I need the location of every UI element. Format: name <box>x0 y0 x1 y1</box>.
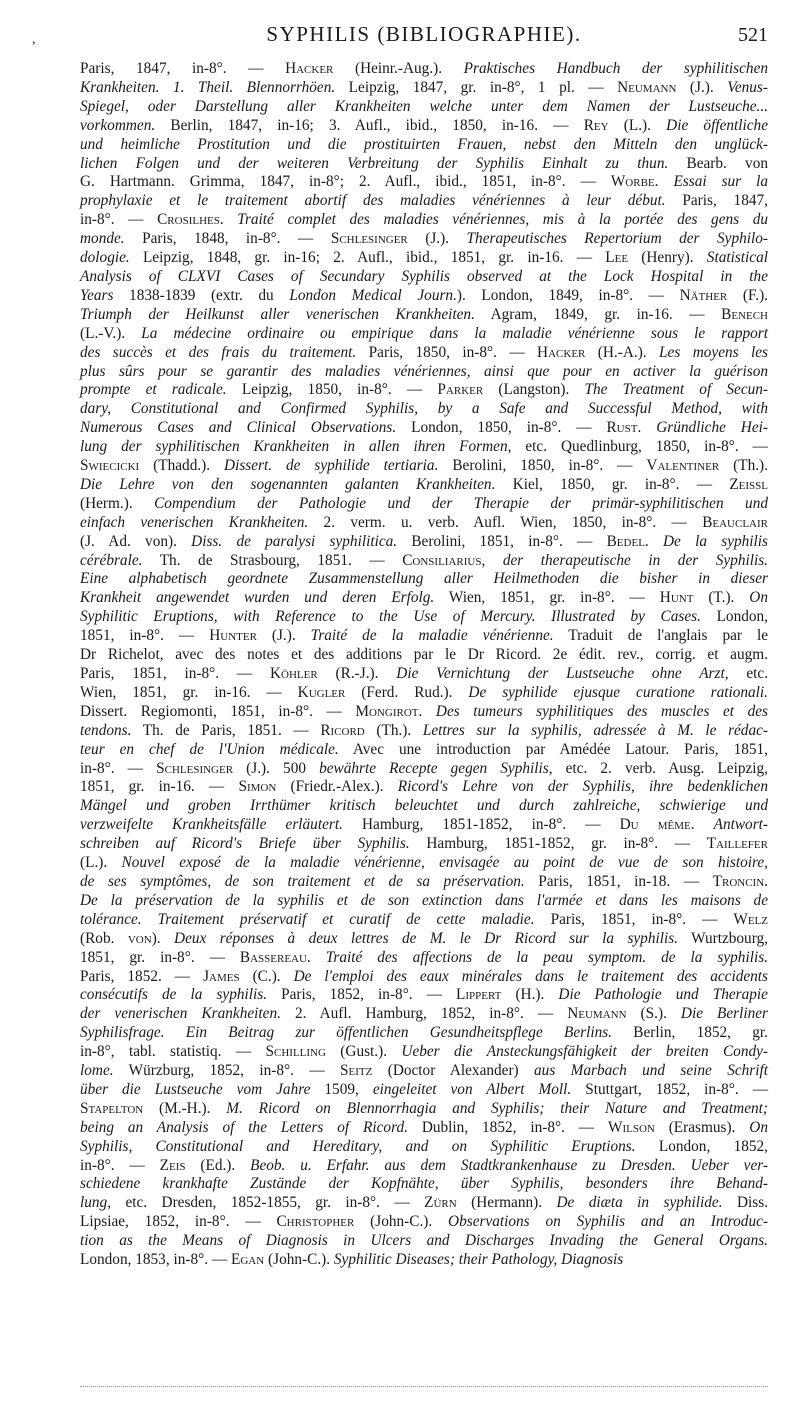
plain-text: (F.). <box>727 286 769 304</box>
title-text: prompte et radicale. <box>80 381 227 399</box>
plain-text: 2. verm. u. verb. Aufl. Wien, 1850, in-8°. — <box>308 513 703 531</box>
author-name: Welz <box>733 910 768 928</box>
plain-text: (Gust.). <box>325 1043 402 1061</box>
plain-text: (R.-J.). <box>317 665 397 682</box>
title-text: Analysis of CLXVI Cases of Secundary Syphilis observed at the Lock Hospital in the <box>80 267 768 285</box>
text-line <box>80 873 768 892</box>
plain-text: Wien, 1851, gr. in-8°. — <box>434 589 660 607</box>
title-text: Nouvel exposé de la maladie vénérienne, envisagée au point de vue de son histoire, <box>121 854 768 872</box>
author-name: Beauclair <box>702 513 768 531</box>
title-text: teur en chef de l'Union médicale. <box>80 740 339 758</box>
plain-text: . <box>654 173 674 191</box>
author-name: Troncin <box>712 872 765 890</box>
plain-text: (Ed.). <box>185 1156 251 1174</box>
title-text: Ricord's Lehre von der Syphilis, ihre bedenklichen <box>397 778 768 796</box>
plain-text: Leipzig, 1848, gr. in-16; 2. Aufl., ibid., 1851, gr. in-16. — <box>129 249 606 267</box>
title-text: einfach venerischen Krankheiten. <box>80 513 309 531</box>
text-line <box>80 438 768 457</box>
text-line <box>80 570 768 589</box>
author-name: Wilson <box>608 1118 655 1136</box>
plain-text: Lipsiae, 1852, in-8°. — <box>80 1213 277 1231</box>
text-line <box>80 778 768 797</box>
title-text: lung der syphilitischen Krankheiten in allen ihren Formen, <box>80 438 512 456</box>
running-title: SYPHILIS (BIBLIOGRAPHIE). <box>266 22 582 46</box>
text-line <box>80 1081 768 1100</box>
plain-text: Th. de Paris, 1851. — <box>131 721 321 739</box>
title-text: Spiegel, oder Darstellung aller Krankheiten welche unter dem Namen der Lustseuche... <box>80 97 768 115</box>
author-name: Zeissl <box>729 475 768 493</box>
title-text: Observations on Syphilis and an Introduc- <box>448 1213 768 1231</box>
title-text: der venerischen Krankheiten. <box>80 1005 281 1023</box>
author-name: Lippert <box>456 986 502 1004</box>
plain-text: (J.). <box>407 230 467 248</box>
text-line <box>80 1213 768 1232</box>
title-text: tion as the Means of Diagnosis in Ulcers and Discharges Invading the General Organs. <box>80 1232 768 1250</box>
author-name: Bassereau <box>239 948 307 966</box>
title-text: Beob. u. Erfahr. aus dem Stadtkrankenhause zu Dresden. Ueber ver- <box>250 1156 768 1174</box>
title-text: being an Analysis of the Letters of Ricord. <box>80 1118 408 1136</box>
plain-text: . <box>219 211 238 229</box>
plain-text: Dublin, 1852, in-8°. — <box>407 1118 608 1136</box>
text-line <box>80 476 768 495</box>
plain-text: Hamburg, 1851-1852, in-8°. — <box>342 816 620 834</box>
text-line <box>80 457 768 476</box>
plain-text: in-8°. — <box>80 1156 160 1174</box>
plain-text: Berlin, 1847, in-16; 3. Aufl., ibid., 1850, in-16. — <box>155 116 584 134</box>
text-line <box>80 741 768 760</box>
plain-text: , <box>481 551 503 569</box>
text-line <box>80 892 768 911</box>
plain-text: (J. Ad. von). <box>80 532 192 550</box>
text-line <box>80 419 768 438</box>
plain-text: (C.). <box>239 967 294 985</box>
plain-text: . <box>644 532 663 550</box>
text-line <box>80 1194 768 1213</box>
plain-text: (John-C.). <box>264 1251 334 1269</box>
plain-text: Kiel, 1850, gr. in-8°. — <box>495 475 730 493</box>
title-text: Die Pathologie und Therapie <box>558 986 768 1004</box>
title-text: schiedene krankhafte Zustände der Kopfnähte, über Syphilis, besonders ihre Behand- <box>80 1175 768 1193</box>
text-line <box>80 173 768 192</box>
plain-text: Stuttgart, 1852, in-8°. — <box>571 1080 769 1098</box>
plain-text: (J.). 500 <box>233 759 320 777</box>
author-name: Schilling <box>265 1043 326 1061</box>
title-text: lichen Folgen und der weiteren Verbreitung der Syphilis Einhalt zu thun. <box>80 154 669 172</box>
text-line <box>80 1062 768 1081</box>
author-name: Benech <box>721 305 768 323</box>
plain-text: Avec une introduction par Amédée Latour. Paris, 1851, <box>338 740 768 758</box>
title-text: dary, Constitutional and Confirmed Syphilis, by a Safe and Successful Method, with <box>80 400 768 418</box>
title-text: schreiben auf Ricord's Briefe über Syphilis. <box>80 835 410 853</box>
title-text: Die Vernichtung der Lustseuche ohne Arzt, <box>396 665 729 682</box>
author-name: Swiecicki <box>80 457 140 475</box>
plain-text: (John-C.). <box>354 1213 449 1231</box>
text-line <box>80 1043 768 1062</box>
plain-text: . <box>690 816 714 834</box>
text-line <box>80 986 768 1005</box>
title-text: cérébrale. <box>80 551 143 569</box>
title-text: Mängel und groben Irrthümer kritisch beleuchtet und durch zahlreiche, schwierige und <box>80 797 768 815</box>
text-line <box>80 816 768 835</box>
text-line <box>80 627 768 646</box>
text-line <box>80 1138 768 1157</box>
title-text: London Medical Journ. <box>289 286 457 304</box>
text-line <box>80 79 768 98</box>
title-text: Statistical <box>706 249 768 267</box>
plain-text: Wien, 1851, gr. in-16. — <box>80 683 298 701</box>
plain-text: Th. de Strasbourg, 1851. — <box>142 551 403 569</box>
author-name: Seitz <box>340 1062 373 1080</box>
author-name: Neumann <box>617 78 677 96</box>
plain-text: ). London, 1849, in-8°. — <box>456 286 680 304</box>
title-text: Die Lehre von den sogenannten galanten Krankheiten. <box>80 475 496 493</box>
plain-text: (J.). <box>676 78 728 96</box>
title-text: des succès et des frais du traitement. <box>80 343 357 361</box>
text-line <box>80 268 768 287</box>
plain-text: (Langston). <box>483 381 585 399</box>
title-text: Krankheit angewendet wurden und deren Erfolg. <box>80 589 435 607</box>
title-text: plus sûrs pour se garantir des maladies vénériennes, ainsi que pour en activer la guérison <box>80 362 768 380</box>
text-line <box>80 1005 768 1024</box>
text-line <box>80 98 768 117</box>
title-text: Traité complet des maladies vénériennes, mis à la portée des gens du <box>237 211 768 229</box>
title-text: Therapeutisches Repertorium der Syphilo- <box>466 230 768 248</box>
plain-text: . <box>306 948 326 966</box>
text-line <box>80 1100 768 1119</box>
title-text: De la syphilis <box>663 532 768 550</box>
text-line <box>80 60 768 79</box>
plain-text: . <box>637 419 657 437</box>
page-number: 521 <box>738 24 768 46</box>
text-line <box>80 722 768 741</box>
plain-text: Berolini, 1850, in-8°. — <box>438 457 647 475</box>
title-text: verzweifelte Krankheitsfälle erläutert. <box>80 816 343 834</box>
title-text: Diss. de paralysi syphilitica. <box>191 532 398 550</box>
title-text: Deux réponses à deux lettres de M. le Dr Ricord sur la syphilis. <box>174 929 679 947</box>
text-line <box>80 287 768 306</box>
author-name: James <box>203 967 240 985</box>
title-text: dologie. <box>80 249 130 267</box>
text-line <box>80 552 768 571</box>
author-name: Hacker <box>285 60 334 77</box>
plain-text: Traduit de l'anglais par le <box>553 627 768 645</box>
bibliography-text <box>80 60 768 1270</box>
text-line <box>80 930 768 949</box>
text-line <box>80 230 768 249</box>
plain-text: (H.-A.). <box>585 343 660 361</box>
plain-text: Berlin, 1852, gr. <box>612 1024 768 1042</box>
title-text: consécutifs de la syphilis. <box>80 986 268 1004</box>
plain-text: London, <box>700 608 768 626</box>
author-name: Hunter <box>209 627 257 645</box>
text-line <box>80 665 768 684</box>
text-line <box>80 589 768 608</box>
text-line <box>80 835 768 854</box>
plain-text: (S.). <box>626 1005 681 1023</box>
plain-text: Leipzig, 1850, in-8°. — <box>226 381 438 399</box>
plain-text: London, 1852, <box>635 1137 768 1155</box>
plain-text: Leipzig, 1847, gr. in-8°, 1 pl. — <box>335 78 618 96</box>
title-text: De diæta in syphilide. <box>556 1194 723 1212</box>
plain-text: 2. Aufl. Hamburg, 1852, in-8°. — <box>280 1005 568 1023</box>
author-name: von <box>127 929 152 947</box>
title-text: de ses symptômes, de son traitement et de sa préservation. <box>80 872 525 890</box>
plain-text: 1851, gr. in-16. — <box>80 778 239 796</box>
text-line <box>80 400 768 419</box>
title-text: The Treatment of Secun- <box>584 381 769 399</box>
plain-text: (M.-H.). <box>143 1099 227 1117</box>
text-line <box>80 1024 768 1043</box>
plain-text: etc. Dresden, 1852-1855, gr. in-8°. — <box>111 1194 425 1212</box>
plain-text: London, 1850, in-8°. — <box>396 419 607 437</box>
author-name: Köhler <box>270 665 318 682</box>
title-text: Syphilitic Eruptions, with Reference to the Use of Mercury. Illustrated by Cases. <box>80 608 701 626</box>
plain-text: (Heinr.-Aug.). <box>333 60 464 77</box>
title-text: bewährte Recepte gegen Syphilis, <box>319 759 553 777</box>
plain-text: (Thadd.). <box>139 457 225 475</box>
author-name: Hunt <box>659 589 694 607</box>
author-name: Crosilhes <box>157 211 220 229</box>
title-text: eingeleitet von Albert Moll. <box>372 1080 572 1098</box>
author-name: Taillefer <box>706 835 768 853</box>
author-name: Schlesinger <box>330 230 408 248</box>
text-line <box>80 1157 768 1176</box>
text-line <box>80 684 768 703</box>
author-name: Consiliarius <box>402 551 482 569</box>
text-line <box>80 911 768 930</box>
text-line <box>80 306 768 325</box>
title-text: lung, <box>80 1194 112 1212</box>
plain-text: etc. 2. verb. Ausg. Leipzig, <box>552 759 768 777</box>
text-line <box>80 325 768 344</box>
title-text: Praktisches Handbuch der syphilitischen <box>463 60 769 77</box>
author-name: Neumann <box>567 1005 627 1023</box>
plain-text: Diss. <box>722 1194 769 1212</box>
plain-text: Wurtzbourg, <box>678 929 768 947</box>
plain-text: . <box>764 872 768 890</box>
plain-text: Paris, 1851, in-18. — <box>524 872 713 890</box>
title-text: On <box>749 1118 768 1136</box>
title-text: Years <box>80 286 114 304</box>
title-text: De l'emploi des eaux minérales dans le traitement des accidents <box>293 967 768 985</box>
title-text: Triumph der Heilkunst aller venerischen Krankheiten. <box>80 305 475 323</box>
plain-text: (Erasmus). <box>654 1118 750 1136</box>
plain-text: (Friedr.-Alex.). <box>276 778 398 796</box>
plain-text: etc. <box>728 665 769 682</box>
title-text: Traité des affections de la peau symptom. de la syphilis. <box>325 948 768 966</box>
text-line <box>80 192 768 211</box>
plain-text: (J.). <box>256 627 311 645</box>
author-name: Zürn <box>424 1194 457 1212</box>
title-text: Syphilis, Constitutional and Hereditary, and on Syphilitic Eruptions. <box>80 1137 636 1155</box>
footer-dotted-rule <box>80 1386 768 1387</box>
title-text: tendons. <box>80 721 132 739</box>
text-line <box>80 949 768 968</box>
plain-text: (Ferd. Rud.). <box>345 683 469 701</box>
author-name: Zeis <box>159 1156 186 1174</box>
plain-text: . <box>418 702 436 720</box>
text-line <box>80 514 768 533</box>
author-name: Ricord <box>320 721 365 739</box>
title-text: Syphilitic Diseases; their Pathology, Diagnosis <box>333 1251 624 1269</box>
title-text: vorkommen. <box>80 116 156 134</box>
title-text: On <box>749 589 768 607</box>
plain-text: Dissert. Regiomonti, 1851, in-8°. — <box>80 702 356 720</box>
plain-text: (Th.). <box>719 457 768 475</box>
title-text: Compendium der Pathologie und der Therapie der primär-syphilitischen und <box>154 494 768 512</box>
title-text: Die Berliner <box>680 1005 769 1023</box>
title-text: Ueber die Ansteckungsfähigkeit der breiten Condy- <box>401 1043 768 1061</box>
plain-text: 1509, <box>310 1080 373 1098</box>
author-name: Stapelton <box>80 1099 144 1117</box>
text-line <box>80 1251 768 1270</box>
plain-text: Paris, 1848, in-8°. — <box>124 230 331 248</box>
plain-text: Paris, 1850, in-8°. — <box>356 343 538 361</box>
plain-text: in-8°. — <box>80 211 158 229</box>
title-text: Lettres sur la syphilis, adressée à M. le rédac- <box>422 721 768 739</box>
text-line <box>80 136 768 155</box>
plain-text: (L.). <box>80 854 122 872</box>
author-name: Rust <box>606 419 638 437</box>
text-line <box>80 1232 768 1251</box>
author-name: Egan <box>231 1251 265 1269</box>
plain-text: (Henry). <box>628 249 707 267</box>
plain-text: Agram, 1849, gr. in-16. — <box>474 305 722 323</box>
author-name: Worbe <box>610 173 655 191</box>
title-text: De syphilide ejusque curatione rationali. <box>468 683 768 701</box>
text-line <box>80 854 768 873</box>
text-line <box>80 211 768 230</box>
author-name: Mongirot <box>355 702 419 720</box>
title-text: lome. <box>80 1062 114 1080</box>
text-line <box>80 249 768 268</box>
plain-text: Paris, 1847, in-8°. — <box>80 60 286 77</box>
title-text: Krankheiten. 1. Theil. Blennorrhöen. <box>80 78 336 96</box>
plain-text: (Herm.). <box>80 494 155 512</box>
author-name: Parker <box>437 381 484 399</box>
plain-text: (Doctor Alexander) <box>372 1062 535 1080</box>
author-name: Simon <box>238 778 277 796</box>
title-text: Des tumeurs syphilitiques des muscles et des <box>435 702 769 720</box>
plain-text: Paris, 1851, in-8°. — <box>80 665 270 682</box>
plain-text: (Rob. <box>80 929 128 947</box>
text-line <box>80 646 768 665</box>
text-line <box>80 797 768 816</box>
title-text: Essai sur la <box>673 173 769 191</box>
title-text: Venus- <box>727 78 768 96</box>
plain-text: G. Hartmann. Grimma, 1847, in-8°; 2. Aufl., ibid., 1851, in-8°. — <box>80 173 611 191</box>
title-text: monde. <box>80 230 125 248</box>
text-line <box>80 533 768 552</box>
title-text: Les moyens les <box>659 343 768 361</box>
plain-text: Paris, 1852, in-8°. — <box>267 986 457 1004</box>
plain-text: in-8°. — <box>80 759 157 777</box>
title-text: Dissert. de syphilide tertiaria. <box>224 457 439 475</box>
text-line <box>80 703 768 722</box>
title-text: aus Marbach und seine Schrift <box>534 1062 769 1080</box>
author-name: Hacker <box>537 343 586 361</box>
plain-text: Paris, 1851, in-8°. — <box>534 910 734 928</box>
text-line <box>80 495 768 514</box>
text-line <box>80 381 768 400</box>
title-text: prophylaxie et le traitement abortif des maladies vénériennes à leur début. <box>80 192 666 210</box>
author-name: Schlesinger <box>156 759 234 777</box>
plain-text: Würzburg, 1852, in-8°. — <box>113 1062 341 1080</box>
title-text: De la préservation de la syphilis et de son extinction dans l'armée et dans les maisons de <box>80 891 768 909</box>
plain-text: (L.-V.). <box>80 324 142 342</box>
plain-text: in-8°, tabl. statistiq. — <box>80 1043 266 1061</box>
title-text: über die Lustseuche vom Jahre <box>80 1080 311 1098</box>
author-name: Rey <box>583 116 609 134</box>
title-text: Syphilisfrage. Ein Beitrag zur öffentlichen Gesundheitspflege Berlins. <box>80 1024 613 1042</box>
plain-text: 1838-1839 (extr. du <box>113 286 290 304</box>
plain-text: Paris, 1847, <box>665 192 768 210</box>
plain-text: Paris, 1852. — <box>80 967 204 985</box>
author-name: Näther <box>679 286 728 304</box>
title-text: tolérance. Traitement préservatif et curatif de cette maladie. <box>80 910 535 928</box>
text-line <box>80 608 768 627</box>
plain-text: Hamburg, 1851-1852, gr. in-8°. — <box>409 835 707 853</box>
title-text: Eine alphabetisch geordnete Zusammenstellung aller Heilmethoden die bisher in dieser <box>80 570 768 588</box>
plain-text: etc. Quedlinburg, 1850, in-8°. — <box>511 438 768 456</box>
title-text: Die öffentliche <box>666 116 768 134</box>
author-name: Christopher <box>276 1213 355 1231</box>
plain-text: Berolini, 1851, in-8°. — <box>397 532 607 550</box>
text-line <box>80 1175 768 1194</box>
author-name: Kugler <box>297 683 346 701</box>
plain-text: London, 1853, in-8°. — <box>80 1251 232 1269</box>
title-text: Antwort- <box>713 816 768 834</box>
text-line <box>80 968 768 987</box>
running-header <box>32 22 768 52</box>
plain-text: (L.). <box>608 116 667 134</box>
text-line <box>80 344 768 363</box>
author-name: Valentiner <box>646 457 720 475</box>
plain-text: (Hermann). <box>456 1194 557 1212</box>
plain-text: (T.). <box>693 589 750 607</box>
author-name: Lee <box>605 249 629 267</box>
title-text: Traité de la maladie vénérienne. <box>310 627 554 645</box>
text-line <box>80 760 768 779</box>
plain-text: 1851, gr. in-8°. — <box>80 948 240 966</box>
text-line <box>80 155 768 174</box>
title-text: La médecine ordinaire ou empirique dans la maladie vénérienne sous le rapport <box>141 324 768 342</box>
plain-text: ). <box>151 929 175 947</box>
plain-text: (Th.). <box>364 721 423 739</box>
plain-text: (H.). <box>501 986 559 1004</box>
plain-text: Dr Richelot, avec des notes et des additions par le Dr Ricord. 2e édit. rev., corrig. et augm. <box>80 646 768 664</box>
plain-text: 1851, in-8°. — <box>80 627 210 645</box>
text-line <box>80 363 768 382</box>
title-text: Numerous Cases and Clinical Observations. <box>80 419 397 437</box>
title-text: und heimliche Prostitution und die prostituirten Frauen, nebst den Mitteln den unglück- <box>80 135 768 153</box>
margin-mark: , <box>32 32 36 47</box>
author-name: Du même <box>619 816 691 834</box>
title-text: Gründliche Hei- <box>656 419 768 437</box>
title-text: M. Ricord on Blennorrhagia and Syphilis; their Nature and Treatment; <box>226 1099 768 1117</box>
title-text: der therapeutische in der Syphilis. <box>502 551 769 569</box>
text-line <box>80 1119 768 1138</box>
author-name: Bedel <box>606 532 645 550</box>
plain-text: Bearb. von <box>668 154 768 172</box>
text-line <box>80 117 768 136</box>
